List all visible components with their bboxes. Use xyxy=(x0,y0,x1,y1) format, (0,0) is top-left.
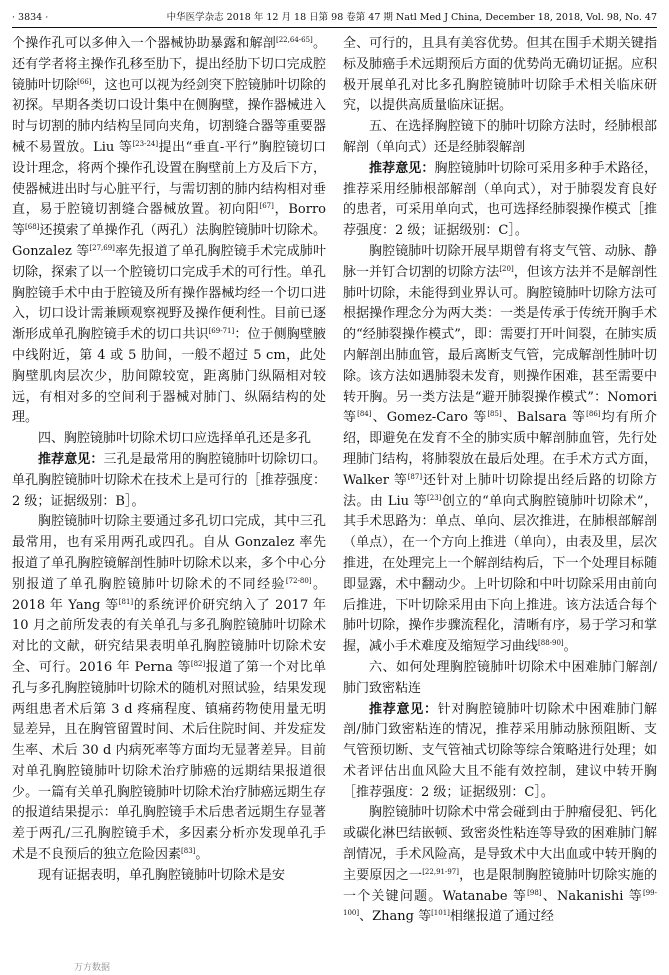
citation-ref: [66] xyxy=(77,77,92,86)
recommendation-text: 针对胸腔镜肺叶切除术中困难肺门解剖/肺门致密粘连的情况，推荐采用肺动脉预阻断、支气管预切断、支气管袖式切除等综合策略进行处理；如术者评估出血风险大且不能有效控制，建议中转开胸［推荐强度：2 级；证据级别：C］。 xyxy=(343,701,657,800)
citation-ref: [81] xyxy=(118,597,134,606)
page-number: · 3834 · xyxy=(12,12,49,23)
citation-ref: [82] xyxy=(190,659,206,668)
citation-ref: [67] xyxy=(259,202,274,211)
citation-ref: [69-71] xyxy=(208,327,235,336)
header-rule xyxy=(12,27,657,28)
citation-ref: [68] xyxy=(25,223,40,232)
paragraph-multiport: 胸腔镜肺叶切除主要通过多孔切口完成，其中三孔最常用，也有采用两孔或四孔。自从 Gonzalez 率先报道了单孔胸腔镜解剖性肺叶切除术以来，多个中心分别报道了单孔胸腔镜肺叶切除术的不同经验[72-80]。2018 年 Yang 等[81]的系统评价研究纳入了 2017 年 10 月之前所发表的有关单孔与多孔胸腔镜肺叶切除术对比的文献，研究结果表明单孔胸腔镜肺叶切除术安全、可行。2016 年 Perna 等[82]报道了第一个对比单孔与多孔胸腔镜肺叶切除术的随机对照试验，结果发现两组患者术后第 3 d 疼痛程度、镇痛药物使用量无明显差异，且在胸管留置时间、术后住院时间、并发症发生率、术后 30 d 内病死率等方面均无显著差异。目前对单孔胸腔镜肺叶切除术治疗肺癌的远期结果报道很少。一篇有关单孔胸腔镜肺叶切除术治疗肺癌远期生存的报道结果提示：单孔胸腔镜手术后患者远期生存显著差于两孔/三孔胸腔镜手术，多因素分析亦发现单孔手术是不良预后的独立危险因素[83]。 xyxy=(12,514,327,863)
citation-ref: [87] xyxy=(407,472,423,481)
recommendation-text: 三孔是最常用的胸腔镜肺叶切除切口。单孔胸腔镜肺叶切除术在技术上是可行的［推荐强度：2 级；证据级别：B］。 xyxy=(12,451,326,509)
recommendation-6 xyxy=(343,700,657,804)
running-header xyxy=(12,10,657,26)
paragraph-difficult-hilum: 胸腔镜肺叶切除术中常会碰到由于肿瘤侵犯、钙化或碳化淋巴结嵌顿、致密炎性粘连等导致的困难肺门解剖情况，手术风险高，是导致术中大出血或中转开胸的主要原因之一[22,91-97]，也是限制胸腔镜肺叶切除实施的一个关键问题。Watanabe 等[98]、Nakanishi 等[99-100]、Zhang 等[101]相继报道了通过经 xyxy=(343,805,657,925)
right-column xyxy=(343,34,657,928)
citation-ref: [88-90] xyxy=(538,639,564,648)
citation-ref: [20] xyxy=(499,264,514,273)
citation-ref: [23-24] xyxy=(132,139,159,148)
recommendation-text: 胸腔镜肺叶切除可采用多种手术路径，推荐采用经肺根部解剖（单向式），对于肺裂发育良好的患者，可采用单向式，也可选择经肺裂操作模式［推荐强度：2 级；证据级别：C］。 xyxy=(343,160,657,239)
citation-ref: [98] xyxy=(527,888,542,897)
paragraph-evidence: 现有证据表明，单孔胸腔镜肺叶切除术是安 xyxy=(38,867,286,883)
recommendation-label: 推荐意见： xyxy=(369,160,435,176)
recommendation-5 xyxy=(343,159,657,242)
left-column xyxy=(12,34,326,887)
citation-ref: [72-80] xyxy=(285,576,312,585)
citation-ref: [101] xyxy=(431,909,450,918)
citation-ref: [23] xyxy=(427,493,442,502)
recommendation-label: 推荐意见： xyxy=(38,451,104,467)
section-heading-5: 五、在选择胸腔镜下的肺叶切除方法时，经肺根部解剖（单向式）还是经肺裂解剖 xyxy=(343,119,657,155)
paragraph-evidence-cont: 全、可行的，且具有美容优势。但其在围手术期关键指标及肺癌手术远期预后方面的优势尚无确切证据。应积极开展单孔对比多孔胸腔镜肺叶切除手术相关临床研究，以提供高质量临床证据。 xyxy=(343,36,657,114)
journal-citation: 中华医学杂志 2018 年 12 月 18 日第 98 卷第 47 期 Natl Med J China, December 18, 2018, Vol. 98, No. 47 xyxy=(166,12,657,23)
citation-ref: [84] xyxy=(357,410,372,419)
citation-ref: [99-100] xyxy=(343,888,657,918)
section-heading-6: 六、如何处理胸腔镜肺叶切除术中困难肺门解剖/肺门致密粘连 xyxy=(343,659,657,696)
watermark: 万方数据 xyxy=(74,963,111,973)
recommendation-label: 推荐意见： xyxy=(369,701,438,717)
paragraph-incision-design: 个操作孔可以多伸入一个器械协助暴露和解剖[22,64-65]。还有学者将主操作孔移至肋下，提出经肋下切口完成腔镜肺叶切除[66]，这也可以视为经剑突下腔镜肺叶切除的初探。早期各类切口设计集中在侧胸壁，操作器械进入时与切割的肺内结构呈同向夹角，切割缝合器等重要器械不易置放。Liu 等[23-24]提出“垂直-平行”胸腔镜切口设计理念，将两个操作孔设置在胸壁前上方及后下方，使器械进出时与心脏平行，与需切割的肺内结构相对垂直，易于腔镜切割缝合器械放置。初向阳[67]，Borro 等[68]还摸索了单操作孔（两孔）法胸腔镜肺叶切除术。Gonzalez 等[27,69]率先报道了单孔胸腔镜手术完成肺叶切除，探索了以一个腔镜切口完成手术的可行性。单孔胸腔镜手术中由于腔镜及所有操作器械均经一个切口进入，切口设计需兼顾观察视野及操作便利性。目前已逐渐形成单孔胸腔镜手术的切口共识[69-71]：位于侧胸壁腋中线附近，第 4 或 5 肋间，一般不超过 5 cm，此处胸壁肌肉层次少，肋间隙较宽，距离肺门纵隔相对较远，有相对多的空间利于器械对肺门、纵隔结构的处理。 xyxy=(12,36,327,426)
citation-ref: [86] xyxy=(586,410,601,419)
citation-ref: [27,69] xyxy=(89,243,115,252)
recommendation-4 xyxy=(12,450,326,512)
citation-ref: [22,91-97] xyxy=(422,867,459,876)
citation-ref: [83] xyxy=(181,847,196,856)
citation-ref: [22,64-65] xyxy=(276,36,313,44)
paragraph-approach: 胸腔镜肺叶切除开展早期曾有将支气管、动脉、静脉一并钉合切割的切除方法[20]，但该方法并不是解剖性肺叶切除，未能得到业界认可。胸腔镜肺叶切除方法可根据操作理念分为两大类：一类是传承于传统开胸手术的“经肺裂操作模式”，即：需要打开叶间裂，在肺实质内解剖出肺血管，最后离断支气管，完成解剖性肺叶切除。该方法如遇肺裂未发育，则操作困难，甚至需要中转开胸。另一类方法是“避开肺裂操作模式”：Nomori 等[84]、Gomez-Caro 等[85]、Balsara 等[86]均有所介绍，即避免在发育不全的肺实质中解剖肺血管，先行处理肺门结构，将肺裂放在最后处理。在手术方式方面，Walker 等[87]还针对上肺叶切除提出经后路的切除方法。由 Liu 等[23]创立的“单向式胸腔镜肺叶切除术”，其手术思路为：单点、单向、层次推进，在肺根部解剖（单点），在一个方向上推进（单向），由表及里，层次推进，在处理完上一个解剖结构后，下一个处理目标随即显露，术中翻动少。上叶切除和中叶切除采用由前向后推进，下叶切除采用由下向上推进。该方法适合每个肺叶切除，操作步骤流程化，清晰有序，易于学习和掌握，减小手术难度及缩短学习曲线[88-90]。 xyxy=(343,243,657,655)
citation-ref: [85] xyxy=(487,410,502,419)
section-heading-4: 四、胸腔镜肺叶切除术切口应选择单孔还是多孔 xyxy=(38,431,312,447)
